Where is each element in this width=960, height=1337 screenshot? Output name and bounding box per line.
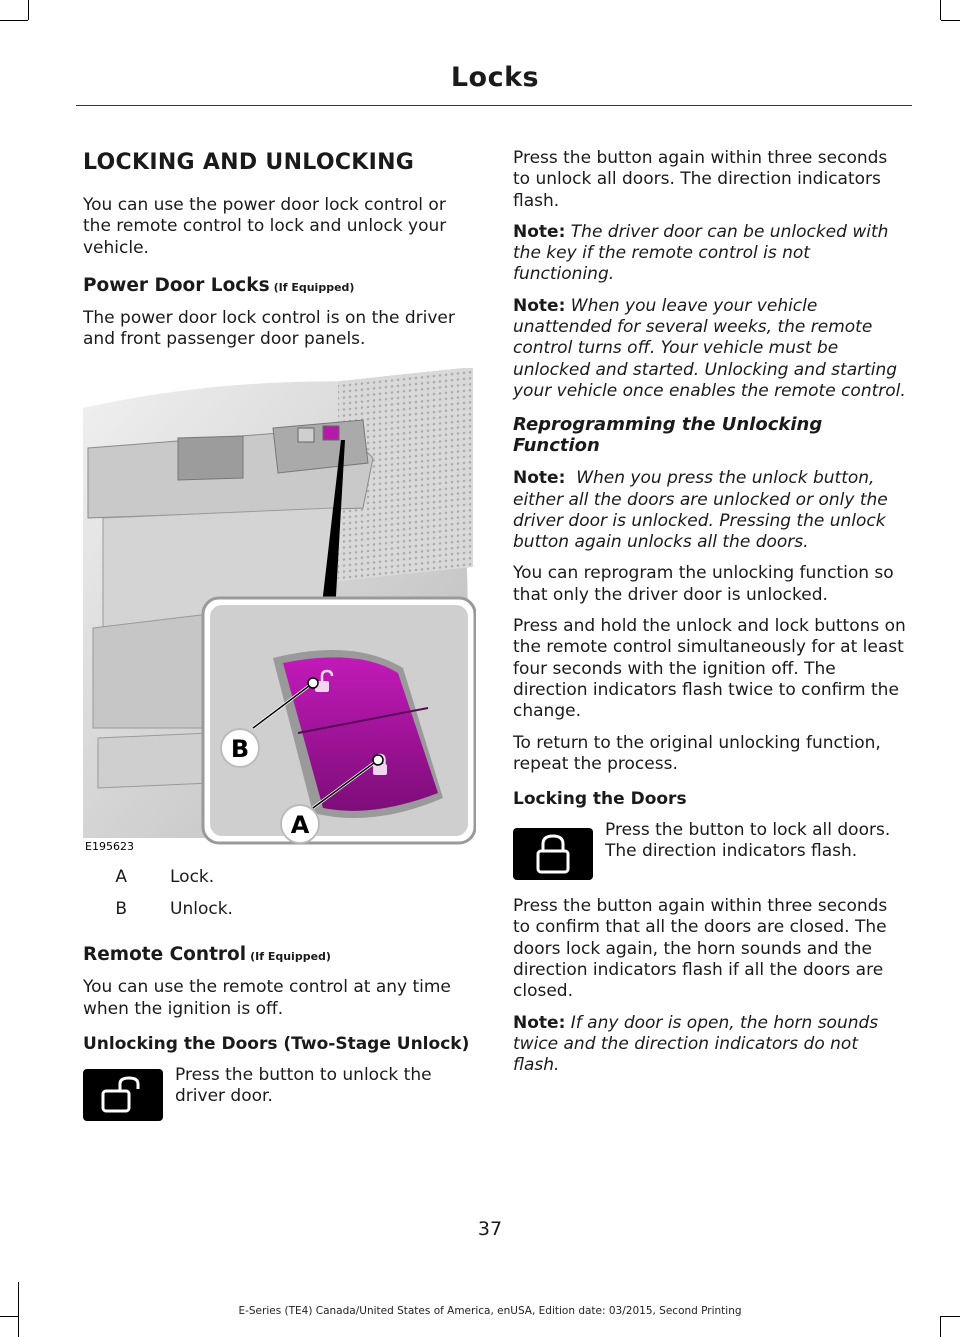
lock-icon [513,828,593,880]
remote-paragraph: You can use the remote control at any time when the ignition is off. [83,977,451,1019]
crop-mark [18,1282,19,1337]
crop-mark [28,0,29,20]
heading-text: Power Door Locks [83,274,270,296]
section-title: LOCKING AND UNLOCKING [83,150,415,175]
reprogramming-heading: Reprogramming the Unlocking Function [513,414,823,457]
note-text: The driver door can be unlocked with the key if the remote control is not functioning. [513,221,889,285]
note-label: Note: [513,221,566,242]
left-column [83,140,476,1137]
unlock-instruction [83,1065,476,1127]
lock-instruction-text: Press the button to lock all doors. The direction indicators flash. [605,820,891,862]
callout-label-a: A [290,811,310,840]
note [513,222,909,286]
note [513,468,909,553]
locking-heading: Locking the Doors [513,789,687,810]
reprogram-steps-paragraph: Press and hold the unlock and lock buttons on the remote control simultaneously for at least four seconds with the ignition off. The direction indicators flash twice to confirm the change. [513,616,906,722]
unlock-all-paragraph: Press the button again within three seconds to unlock all doors. The direction indicators flash. [513,148,888,211]
note-label: Note: [513,1012,566,1033]
power-locks-paragraph: The power door lock control is on the driver and front passenger door panels. [83,307,455,350]
legend-value: Unlock. [170,899,233,920]
equipped-tag: (If Equipped) [250,950,331,964]
legend-key: B [115,899,127,920]
right-column [513,148,909,1087]
figure-code: E195623 [85,840,134,854]
crop-mark [940,1316,941,1337]
remote-control-heading [83,944,476,965]
crop-mark [941,1316,960,1317]
note-text: When you leave your vehicle unattended for several weeks, the remote control turns off. Your vehicle must be unlocked and started. Unlocking and starting your vehicle once enables the remote control. [513,295,906,401]
note [513,1013,909,1077]
return-paragraph: To return to the original unlocking function, repeat the process. [513,732,881,774]
unlock-icon [83,1069,163,1121]
legend-row [83,867,476,888]
note-label: Note: [513,468,566,489]
door-panel-illustration [83,368,476,853]
heading-text: Remote Control [83,944,247,966]
reprogram-paragraph: You can reprogram the unlocking function so that only the driver door is unlocked. [513,563,894,605]
power-door-locks-heading [83,275,476,296]
legend-row [83,899,476,920]
unlocking-heading: Unlocking the Doors (Two-Stage Unlock) [83,1034,470,1055]
crop-mark [940,0,941,20]
equipped-tag: (If Equipped) [273,280,355,294]
unlock-instruction-text: Press the button to unlock the driver door. [175,1065,432,1107]
note-label: Note: [513,295,566,316]
lock-instruction [513,820,909,886]
page-header-title: Locks [450,62,540,93]
legend-key: A [115,867,127,888]
confirm-paragraph: Press the button again within three seconds to confirm that all the doors are closed. The doors lock again, the horn sounds and the direction indicators flash if all the doors are closed. [513,896,888,1002]
header-divider [76,105,912,106]
door-panel-figure [83,368,476,853]
crop-mark [0,20,28,21]
page-footer: E-Series (TE4) Canada/United States of America, enUSA, Edition date: 03/2015, Second Printing [238,1305,742,1317]
crop-mark [0,1316,18,1317]
callout-label-b: B [230,735,250,764]
legend-value: Lock. [170,867,215,888]
note-text: If any door is open, the horn sounds twice and the direction indicators do not flash. [513,1012,879,1076]
crop-mark [941,20,960,21]
note [513,296,909,402]
note-text: When you press the unlock button, either all the doors are unlocked or only the driver door is unlocked. Pressing the unlock button again unlocks all the doors. [513,468,888,553]
page-number: 37 [477,1218,503,1240]
intro-paragraph: You can use the power door lock control or the remote control to lock and unlock your vehicle. [83,195,447,258]
